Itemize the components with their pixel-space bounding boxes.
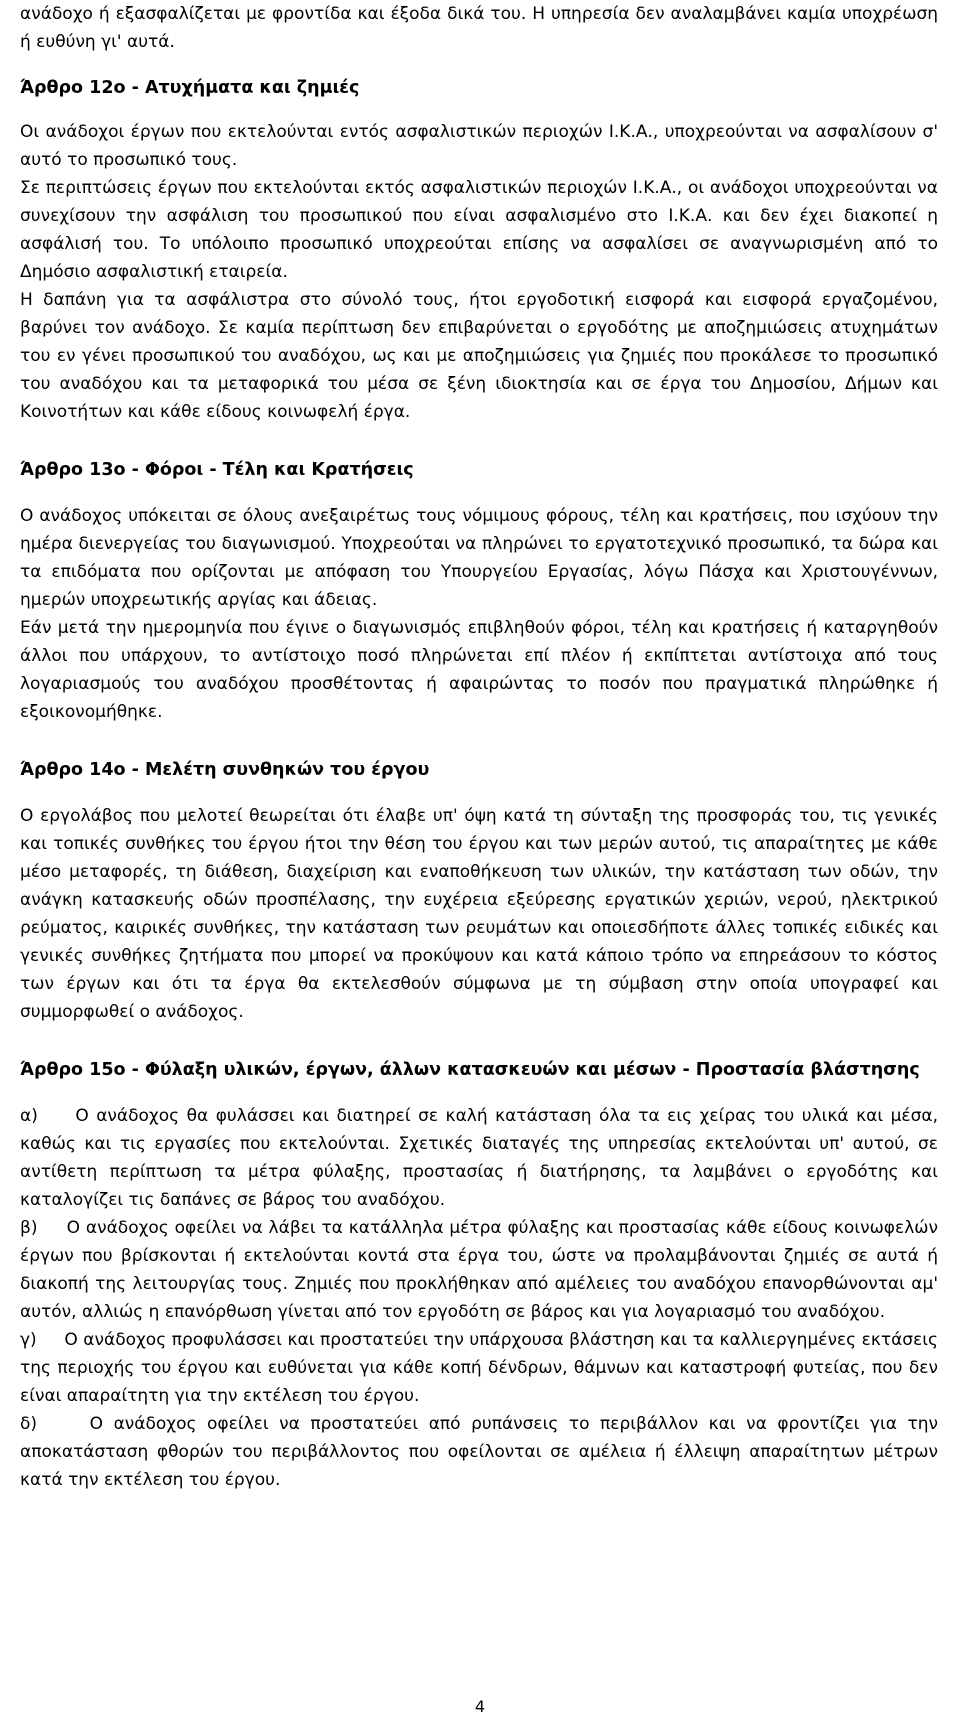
paragraph-article-12-b: Σε περιπτώσεις έργων που εκτελούνται εκτός ασφαλιστικών περιοχών Ι.Κ.Α., οι ανάδοχοι υποχρεούνται να συνεχίσουν την ασφάλιση του προσωπικού που είναι ασφαλισμένο στο Ι.Κ.Α. και δεν έχει διακοπεί η ασφάλισή του. Το υπόλοιπο προσωπικό υποχρεούται επίσης να ασφαλίσει σε αναγνωρισμένη από το Δημόσιο ασφαλιστική εταιρεία. bbox=[20, 178, 938, 282]
heading-article-12: Άρθρο 12ο - Ατυχήματα και ζημιές bbox=[20, 78, 360, 98]
paragraph-article-15-c: γ) Ο ανάδοχος προφυλάσσει και προστατεύει την υπάρχουσα βλάστηση και τα καλλιεργημένες εκτάσεις της περιοχής του έργου και ευθύνεται για κάθε κοπή δένδρων, θάμνων και καταστροφή φυτείας, που δεν είναι απαραίτητη για την εκτέλεση του έργου. bbox=[20, 1330, 938, 1406]
heading-article-13: Άρθρο 13ο - Φόροι - Τέλη και Κρατήσεις bbox=[20, 460, 414, 480]
paragraph-article-12-a: Οι ανάδοχοι έργων που εκτελούνται εντός ασφαλιστικών περιοχών Ι.Κ.Α., υποχρεούνται να ασφαλίσουν σ' αυτό το προσωπικό τους. bbox=[20, 122, 938, 170]
paragraph-article-15-b: β) Ο ανάδοχος οφείλει να λάβει τα κατάλληλα μέτρα φύλαξης και προστασίας κάθε είδους κοινωφελών έργων που βρίσκονται ή εκτελούνται κοντά στα έργα του, ώστε να προλαμβάνονται ζημιές σε αυτά ή διακοπή της λειτουργίας τους. Ζημιές που προκλήθηκαν από αμέλειες του αναδόχου επανορθώνονται αμ' αυτόν, αλλιώς η επανόρθωση γίνεται από τον εργοδότη σε βάρος και για λογαριασμό του αναδόχου. bbox=[20, 1218, 938, 1322]
paragraph-article-13-a: Ο ανάδοχος υπόκειται σε όλους ανεξαιρέτως τους νόμιμους φόρους, τέλη και κρατήσεις, που ισχύουν την ημέρα διενεργείας του διαγωνισμού. Υποχρεούται να πληρώνει το εργατοτεχνικό προσωπικό, τα δώρα και τα επιδόματα που ορίζονται με απόφαση του Υπουργείου Εργασίας, λόγω Πάσχα και Χριστουγέννων, ημερών υποχρεωτικής αργίας και άδειας. bbox=[20, 506, 938, 610]
paragraph-article-15-a: α) Ο ανάδοχος θα φυλάσσει και διατηρεί σε καλή κατάσταση όλα τα εις χείρας του υλικά και μέσα, καθώς και τις εργασίες που εκτελούνται. Σχετικές διαταγές της υπηρεσίας εκτελούνται υπ' αυτού, σε αντίθετη περίπτωση τα μέτρα φύλαξης, προστασίας ή διατήρησης, τα λαμβάνει ο εργοδότης και καταλογίζει τις δαπάνες σε βάρος του αναδόχου. bbox=[20, 1106, 938, 1210]
document-body bbox=[20, 0, 938, 1494]
paragraph-article-15-d: δ) Ο ανάδοχος οφείλει να προστατεύει από ρυπάνσεις το περιβάλλον και να φροντίζει για την αποκατάσταση φθορών του περιβάλλοντος που οφείλονται σε αμέλεια ή έλλειψη απαραίτητων μέτρων κατά την εκτέλεση του έργου. bbox=[20, 1414, 938, 1490]
paragraph-continuation: ανάδοχο ή εξασφαλίζεται με φροντίδα και έξοδα δικά του. Η υπηρεσία δεν αναλαμβάνει καμία υποχρέωση ή ευθύνη γι' αυτά. bbox=[20, 4, 938, 52]
paragraph-article-12-c: Η δαπάνη για τα ασφάλιστρα στο σύνολό τους, ήτοι εργοδοτική εισφορά και εισφορά εργαζομένου, βαρύνει τον ανάδοχο. Σε καμία περίπτωση δεν επιβαρύνεται ο εργοδότης με αποζημιώσεις ατυχημάτων του εν γένει προσωπικού του αναδόχου, ως και με αποζημιώσεις για ζημιές που προκάλεσε το προσωπικό του αναδόχου και τα μεταφορικά του μέσα σε ξένη ιδιοκτησία και σε έργα του Δημοσίου, Δήμων και Κοινοτήτων και κάθε είδους κοινωφελή έργα. bbox=[20, 290, 938, 422]
heading-article-14: Άρθρο 14ο - Μελέτη συνθηκών του έργου bbox=[20, 760, 430, 780]
paragraph-article-14: Ο εργολάβος που μελοτεί θεωρείται ότι έλαβε υπ' όψη κατά τη σύνταξη της προσφοράς του, τις γενικές και τοπικές συνθήκες του έργου ήτοι την θέση του έργου και των μερών αυτού, τις απαραίτητες με κάθε μέσο μεταφορές, τη διάθεση, διαχείριση και εναποθήκευση των υλικών, την κατάσταση των οδών, την ανάγκη κατασκευής οδών προσπέλασης, την ευχέρεια εξεύρεσης εργατικών χεριών, νερού, ηλεκτρικού ρεύματος, καιρικές συνθήκες, την κατάσταση των ρευμάτων και οποιεσδήποτε άλλες τοπικές ειδικές και γενικές συνθήκες ζητήματα που μπορεί να προκύψουν και κατά κάποιο τρόπο να επηρεάσουν το κόστος των έργων και ότι τα έργα θα εκτελεσθούν σύμφωνα με τη σύμβαση στην οποία υπογραφεί και συμμορφωθεί ο ανάδοχος. bbox=[20, 806, 938, 1022]
heading-article-15: Άρθρο 15ο - Φύλαξη υλικών, έργων, άλλων κατασκευών και μέσων - Προστασία βλάστησης bbox=[20, 1060, 920, 1080]
paragraph-article-13-b: Εάν μετά την ημερομηνία που έγινε ο διαγωνισμός επιβληθούν φόροι, τέλη και κρατήσεις ή καταργηθούν άλλοι που υπάρχουν, το αντίστοιχο ποσό πληρώνεται επί πλέον ή εκπίπτεται αντίστοιχα από τους λογαριασμούς του αναδόχου προσθέτοντας ή αφαιρώντας το ποσόν που πραγματικά πληρώθηκε ή εξοικονομήθηκε. bbox=[20, 618, 938, 722]
page-number: 4 bbox=[474, 1697, 486, 1716]
